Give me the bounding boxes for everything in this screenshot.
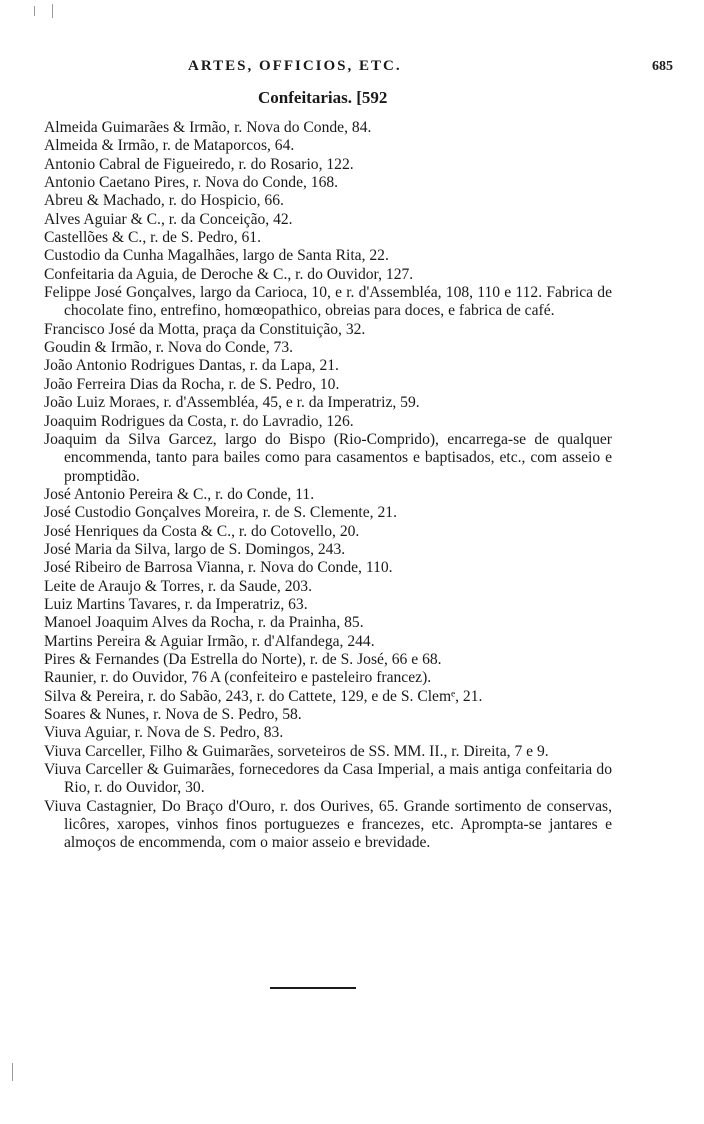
directory-entry: Francisco José da Motta, praça da Constituição, 32. [44, 320, 366, 338]
directory-entry: Pires & Fernandes (Da Estrella do Norte), r. de S. José, 66 e 68. [44, 650, 442, 668]
directory-entry: João Luiz Moraes, r. d'Assembléa, 45, e r. da Imperatriz, 59. [44, 394, 420, 412]
section-heading: Confeitarias. [592 [258, 88, 388, 107]
directory-entry: Custodio da Cunha Magalhães, largo de Santa Rita, 22. [44, 247, 389, 265]
directory-entry: Raunier, r. do Ouvidor, 76 A (confeiteiro e pasteleiro francez). [44, 669, 432, 687]
page-number: 685 [652, 59, 673, 74]
directory-entry: Martins Pereira & Aguiar Irmão, r. d'Alfandega, 244. [44, 632, 375, 650]
directory-entry: Confeitaria da Aguia, de Deroche & C., r. do Ouvidor, 127. [44, 265, 414, 283]
directory-entry: José Maria da Silva, largo de S. Domingos, 243. [44, 540, 346, 558]
directory-entry: Joaquim Rodrigues da Costa, r. do Lavradio, 126. [44, 412, 354, 430]
directory-entry: Leite de Araujo & Torres, r. da Saude, 203. [44, 577, 312, 595]
directory-entry: Viuva Aguiar, r. Nova de S. Pedro, 83. [44, 724, 284, 742]
directory-entry: Felippe José Gonçalves, largo da Carioca, 10, e r. d'Assembléa, 108, 110 e 112. Fabrica de chocolate fino, entrefino, homœopathico, obreias para doces, e fabrica de café. [44, 284, 612, 320]
directory-entry: José Ribeiro de Barrosa Vianna, r. Nova do Conde, 110. [44, 559, 393, 577]
directory-entry: Alves Aguiar & C., r. da Conceição, 42. [44, 210, 293, 228]
directory-entry: Almeida Guimarães & Irmão, r. Nova do Conde, 84. [44, 119, 372, 136]
directory-entry: João Antonio Rodrigues Dantas, r. da Lapa, 21. [44, 357, 339, 375]
directory-entry: Goudin & Irmão, r. Nova do Conde, 73. [44, 339, 294, 357]
directory-entry: José Custodio Gonçalves Moreira, r. de S. Clemente, 21. [44, 504, 397, 522]
directory-entry: Soares & Nunes, r. Nova de S. Pedro, 58. [44, 706, 302, 723]
running-head-title: ARTES, OFFICIOS, ETC. [188, 58, 402, 74]
directory-entry: Antonio Caetano Pires, r. Nova do Conde, 168. [44, 174, 339, 192]
scan-speck [52, 4, 53, 18]
directory-entry: João Ferreira Dias da Rocha, r. de S. Pedro, 10. [44, 375, 340, 393]
directory-entry: Viuva Carceller, Filho & Guimarães, sorveteiros de SS. MM. II., r. Direita, 7 e 9. [44, 742, 549, 760]
scan-speck [34, 6, 35, 16]
directory-entry: Luiz Martins Tavares, r. da Imperatriz, 63. [44, 595, 308, 613]
scan-speck [12, 1063, 13, 1081]
running-head [0, 58, 704, 80]
closing-rule [270, 987, 356, 989]
directory-entry: Joaquim da Silva Garcez, largo do Bispo (Rio-Comprido), encarrega-se de qualquer encommenda, tanto para bailes como para casamentos e baptisados, etc., com asseio e promptidão. [44, 430, 612, 485]
directory-entry: Antonio Cabral de Figueiredo, r. do Rosario, 122. [44, 155, 354, 173]
directory-entry: Almeida & Irmão, r. de Mataporcos, 64. [44, 137, 295, 155]
directory-entry: Manoel Joaquim Alves da Rocha, r. da Prainha, 85. [44, 614, 364, 632]
directory-entry: Viuva Carceller & Guimarães, fornecedores da Casa Imperial, a mais antiga confeitaria do Rio, r. do Ouvidor, 30. [44, 761, 612, 797]
directory-entry: José Antonio Pereira & C., r. do Conde, 11. [44, 485, 315, 503]
directory-entry: Abreu & Machado, r. do Hospicio, 66. [44, 192, 284, 210]
directory-listing [44, 119, 612, 853]
directory-entry: Castellões & C., r. de S. Pedro, 61. [44, 229, 262, 247]
directory-entry: José Henriques da Costa & C., r. do Cotovello, 20. [44, 522, 360, 540]
directory-entry: Silva & Pereira, r. do Sabão, 243, r. do Cattete, 129, e de S. Clemᵉ, 21. [44, 687, 483, 705]
directory-entry: Viuva Castagnier, Do Braço d'Ouro, r. dos Ourives, 65. Grande sortimento de conservas, licôres, xaropes, vinhos finos portuguezes e francezes, etc. Aprompta-se jantares e almoços de encommenda, com o maior asseio e brevidade. [44, 797, 612, 852]
